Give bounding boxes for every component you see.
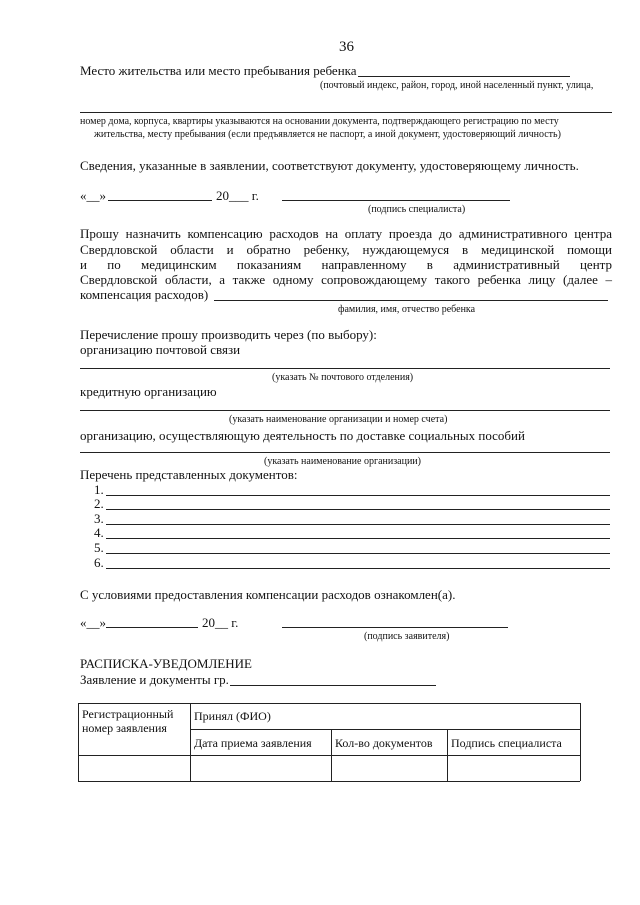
residence-hint-1: (почтовый индекс, район, город, иной населенный пункт, улица, <box>320 80 594 91</box>
residence-hint-2: номер дома, корпуса, квартиры указываются на основании документа, подтверждающего регистрацию по месту <box>80 116 559 127</box>
request-line-1: Прошу назначить компенсацию расходов на оплату проезда до административного центра <box>80 226 612 241</box>
table-cell-reg-number[interactable] <box>79 756 190 781</box>
receipt-name-field-line[interactable] <box>230 685 436 686</box>
credit-field-line[interactable] <box>80 410 610 411</box>
transfer-heading: Перечисление прошу производить через (по выбору): <box>80 327 377 342</box>
option-delivery: организацию, осуществляющую деятельность по доставке социальных пособий <box>80 428 525 443</box>
request-line-2: Свердловской области и обратно ребенку, нуждающемуся в медицинской помощи <box>80 242 612 257</box>
residence-hint-3: жительства, месту пребывания (если предъявляется не паспорт, а иной документ, удостоверяющий личность) <box>94 129 561 140</box>
residence-field-line-2[interactable] <box>80 112 612 113</box>
post-field-line[interactable] <box>80 368 610 369</box>
document-item-line[interactable] <box>106 568 610 569</box>
option-credit: кредитную организацию <box>80 384 217 399</box>
delivery-field-line[interactable] <box>80 452 610 453</box>
table-header-accepted: Принял (ФИО) <box>194 709 271 723</box>
receipt-subtitle: Заявление и документы гр. <box>80 672 229 687</box>
table-cell-date[interactable] <box>191 756 331 781</box>
residence-field-line[interactable] <box>358 76 570 77</box>
post-hint: (указать № почтового отделения) <box>272 372 414 383</box>
verification-date-year: 20___ г. <box>216 188 259 203</box>
document-item-number: 3. <box>94 511 104 526</box>
request-line-5: компенсация расходов) <box>80 287 209 302</box>
credit-hint: (указать наименование организации и номер счета) <box>229 414 448 425</box>
verification-signature-line[interactable] <box>282 200 510 201</box>
verification-date-day: «__» <box>80 188 106 203</box>
table-subheader-count: Кол-во документов <box>335 736 433 750</box>
documents-heading: Перечень представленных документов: <box>80 467 298 482</box>
table-cell-signature[interactable] <box>448 756 580 781</box>
document-item-number: 4. <box>94 525 104 540</box>
acknowledgement-date-day: «__» <box>80 615 106 630</box>
table-header-reg-line1: Регистрационный <box>82 707 174 721</box>
acknowledgement-signature-hint: (подпись заявителя) <box>364 631 450 642</box>
option-post: организацию почтовой связи <box>80 342 241 357</box>
document-item-line[interactable] <box>106 524 610 525</box>
verification-text: Сведения, указанные в заявлении, соответствуют документу, удостоверяющему личность. <box>80 158 579 173</box>
acknowledgement-text: С условиями предоставления компенсации расходов ознакомлен(а). <box>80 587 456 602</box>
document-item-number: 1. <box>94 482 104 497</box>
acknowledgement-date-year: 20__ г. <box>202 615 239 630</box>
table-subheader-date: Дата приема заявления <box>194 736 312 750</box>
table-subheader-signature: Подпись специалиста <box>451 736 562 750</box>
document-item-line[interactable] <box>106 538 610 539</box>
verification-date-month-line[interactable] <box>108 200 212 201</box>
receipt-title: РАСПИСКА-УВЕДОМЛЕНИЕ <box>80 656 252 671</box>
document-item-number: 2. <box>94 496 104 511</box>
document-item-number: 5. <box>94 540 104 555</box>
document-item-line[interactable] <box>106 495 610 496</box>
child-name-field-line[interactable] <box>214 300 608 301</box>
table-cell-count[interactable] <box>332 756 447 781</box>
residence-label: Место жительства или место пребывания ребенка <box>80 63 357 78</box>
document-item-line[interactable] <box>106 553 610 554</box>
document-item-line[interactable] <box>106 509 610 510</box>
request-line-3: и по медицинским показаниям направленному в административный центр <box>80 257 612 272</box>
verification-signature-hint: (подпись специалиста) <box>368 204 466 215</box>
acknowledgement-signature-line[interactable] <box>282 627 508 628</box>
page-number: 36 <box>339 39 354 55</box>
document-item-number: 6. <box>94 555 104 570</box>
acknowledgement-date-month-line[interactable] <box>106 627 198 628</box>
child-name-hint: фамилия, имя, отчество ребенка <box>338 304 476 315</box>
request-line-4: Свердловской области, а также одному сопровождающему такого ребенка лицу (далее – <box>80 272 612 287</box>
delivery-hint: (указать наименование организации) <box>264 456 421 467</box>
table-header-reg-line2: номер заявления <box>82 721 167 735</box>
